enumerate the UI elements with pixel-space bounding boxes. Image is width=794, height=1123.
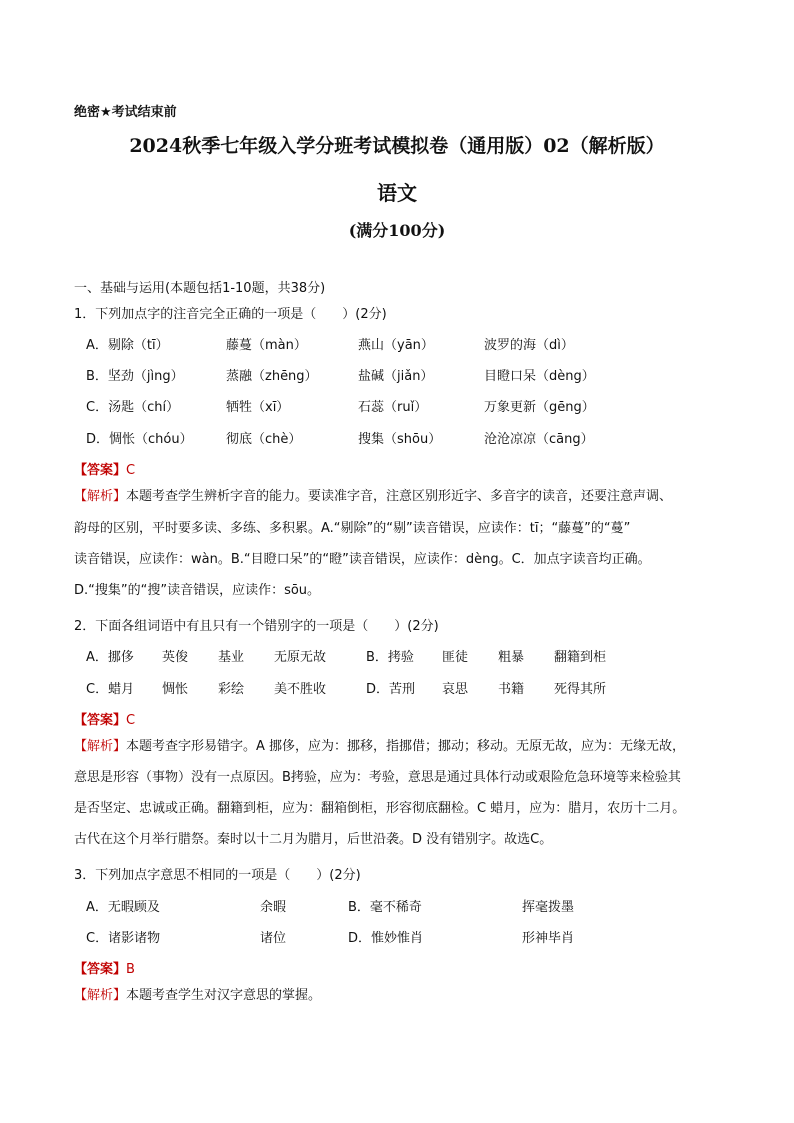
q1-option: 目瞪口呆（dèng） [484,369,595,384]
analysis-line: 意思是形容（事物）没有一点原因。B拷验，应为：考验，意思是通过具体行动或艰险危急环境等来检验其 [74,770,681,785]
q3-answer [74,958,135,977]
analysis-tag: 【解析】 [74,489,127,504]
q2-option: 哀思 [442,682,469,697]
q2-option: 翻籍到柜 [554,650,607,665]
answer-value: C [126,713,136,728]
q2-option: 英俊 [162,650,189,665]
subject-title: 语文 [377,181,417,205]
q1-option: B．坚劲（jìng） [86,369,184,384]
q2-answer [74,709,135,728]
analysis-line-1 [74,740,685,753]
q3-option: A．无暇顾及 [86,900,160,915]
q2-option: 惆怅 [162,682,189,697]
answer-value: B [126,962,135,977]
q3-option: 诸位 [260,931,287,946]
q3-option: 形神毕肖 [522,931,575,946]
q2-option: 死得其所 [554,682,607,697]
analysis-line: D.“搜集”的“搜”读音错误，应读作：sōu。 [74,583,321,598]
q1-option: 藤蔓（màn） [226,338,307,353]
q2-option: D．苦刑 [366,682,416,697]
q1-option: D．惆怅（chóu） [86,432,193,447]
analysis-line-1 [74,490,672,503]
q1-option: 沧沧凉凉（cāng） [484,432,594,447]
answer-value: C [126,463,136,478]
q1-option: 波罗的海（dì） [484,338,574,353]
analysis-text: 本题考查学生对汉字意思的掌握。 [126,988,322,1003]
q1-option: 盐碱（jiǎn） [358,369,434,384]
q3-option: 挥毫拨墨 [522,900,575,915]
q3-option: 余暇 [260,900,287,915]
exam-title: 2024秋季七年级入学分班考试模拟卷（通用版）02（解析版） [129,135,665,157]
analysis-line: 古代在这个月举行腊祭。秦时以十二月为腊月，后世沿袭。D 没有错别字。故选C。 [74,832,553,847]
answer-tag: 【答案】 [74,463,127,478]
answer-tag: 【答案】 [74,713,127,728]
q2-option: 彩绘 [218,682,245,697]
q2-option: 美不胜收 [274,682,327,697]
q3-stem: 3．下列加点字意思不相同的一项是（ ）(2分) [74,868,361,883]
analysis-text: 本题考查学生辨析字音的能力。要读准字音，注意区别形近字、多音字的读音，还要注意声调、 [126,489,673,504]
q1-option: A．剔除（tī） [86,338,169,353]
analysis-line: 读音错误，应读作：wàn。B.“目瞪口呆”的“瞪”读音错误，应读作：dèng。C．加点字读音均正确。 [74,552,651,567]
answer-tag: 【答案】 [74,962,127,977]
q2-option: 基业 [218,650,245,665]
q1-option: 彻底（chè） [226,432,302,447]
q3-option: B．毫不稀奇 [348,900,422,915]
full-score: (满分100分) [348,221,446,240]
confidential-mark: 绝密★考试结束前 [74,105,177,120]
analysis-line: 是否坚定、忠诚或正确。翻籍到柜，应为：翻箱倒柜，形容彻底翻检。C 蜡月，应为：腊月，农历十二月。 [74,801,686,816]
q2-option: C．蜡月 [86,682,135,697]
analysis-tag: 【解析】 [74,739,127,754]
q2-option: 匪徒 [442,650,469,665]
q3-option: C．诸影诸物 [86,931,161,946]
q2-option: A．挪侈 [86,650,134,665]
q1-answer [74,459,135,478]
section-heading: 一、基础与运用(本题包括1-10题，共38分) [74,281,326,296]
q3-option: D．惟妙惟肖 [348,931,424,946]
analysis-tag: 【解析】 [74,988,127,1003]
q1-option: 石蕊（ruǐ） [358,400,428,415]
q2-option: 书籍 [498,682,525,697]
q1-option: 万象更新（gēng） [484,400,595,415]
q3-analysis [74,989,321,1002]
analysis-text: 本题考查字形易错字。A 挪侈，应为：挪移，指挪借；挪动；移动。无原无故，应为：无缘无故， [126,739,686,754]
q2-stem: 2．下面各组词语中有且只有一个错别字的一项是（ ）(2分) [74,619,439,634]
q2-option: B．拷验 [366,650,414,665]
q2-option: 粗暴 [498,650,525,665]
q1-option: 蒸融（zhēng） [226,369,318,384]
q1-option: 燕山（yān） [358,338,434,353]
q1-option: 搜集（shōu） [358,432,442,447]
q2-option: 无原无故 [274,650,327,665]
q1-option: 牺牲（xī） [226,400,290,415]
analysis-line: 韵母的区别，平时要多读、多练、多积累。A.“剔除”的“剔”读音错误，应读作：tī；“藤蔓”的“蔓” [74,521,631,536]
q1-stem: 1．下列加点字的注音完全正确的一项是（ ）(2分) [74,307,387,322]
q1-option: C．汤匙（chí） [86,400,180,415]
